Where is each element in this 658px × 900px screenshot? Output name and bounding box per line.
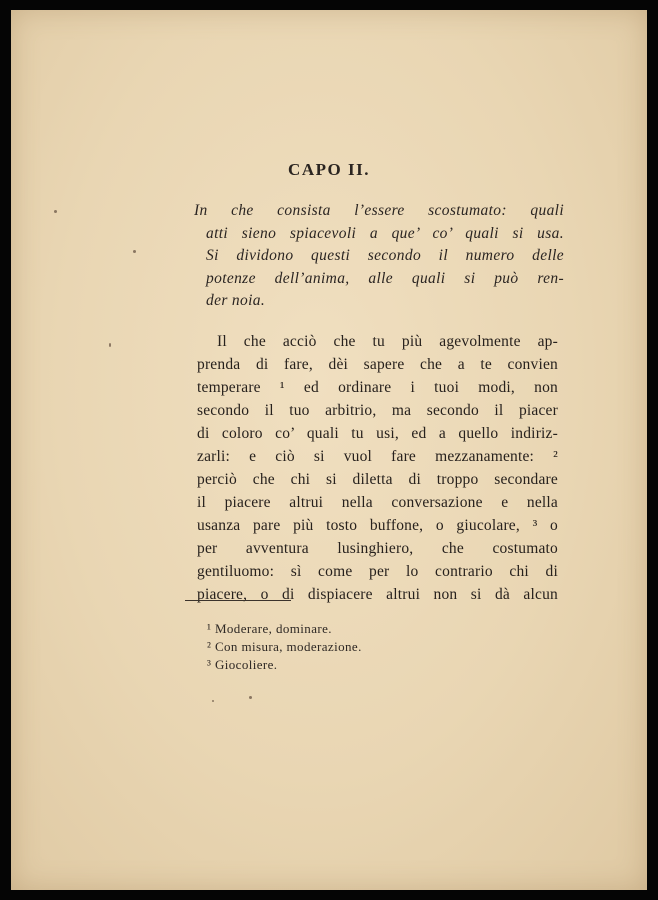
paper-speck [54,210,57,213]
body-line: Il che acciò che tu più agevolmente ap- [217,333,558,350]
paper-speck [249,696,252,699]
summary-line: atti sieno spiacevoli a que’ co’ quali si usa. [206,224,564,242]
summary-line: In che consista l’essere scostumato: quali [194,202,564,219]
paper-speck [212,700,214,702]
footnote: ³ Giocoliere. [207,657,278,672]
chapter-title: CAPO II. [288,160,370,179]
body-line: perciò che chi si diletta di troppo secondare [197,471,558,488]
footnote: ¹ Moderare, dominare. [207,621,332,636]
body-paragraph [197,330,558,606]
paper-speck [133,250,136,253]
footnote-divider [185,600,291,601]
summary-line: potenze dell’anima, alle quali si può ren- [206,269,564,287]
paper-speck [109,343,111,347]
body-line: temperare ¹ ed ordinare i tuoi modi, non [197,379,558,396]
chapter-summary [194,200,564,313]
body-line: per avventura lusinghiero, che costumato [197,540,558,557]
body-line: di coloro co’ quali tu usi, ed a quello indiriz- [197,425,558,442]
body-line: il piacere altrui nella conversazione e nella [197,494,558,511]
footnotes [207,620,362,674]
body-line: gentiluomo: sì come per lo contrario chi di [197,563,558,580]
footnote: ² Con misura, moderazione. [207,639,362,654]
summary-line: der noia. [206,292,266,309]
book-page [11,10,647,890]
body-line: secondo il tuo arbitrio, ma secondo il piacer [197,402,558,419]
body-line: usanza pare più tosto buffone, o giucolare, ³ o [197,517,558,534]
body-line: zarli: e ciò si vuol fare mezzanamente: ² [197,448,558,465]
body-line: prenda di fare, dèi sapere che a te convien [197,356,558,373]
summary-line: Si dividono questi secondo il numero delle [206,247,564,264]
body-line: piacere, o di dispiacere altrui non si dà alcun [197,586,558,603]
